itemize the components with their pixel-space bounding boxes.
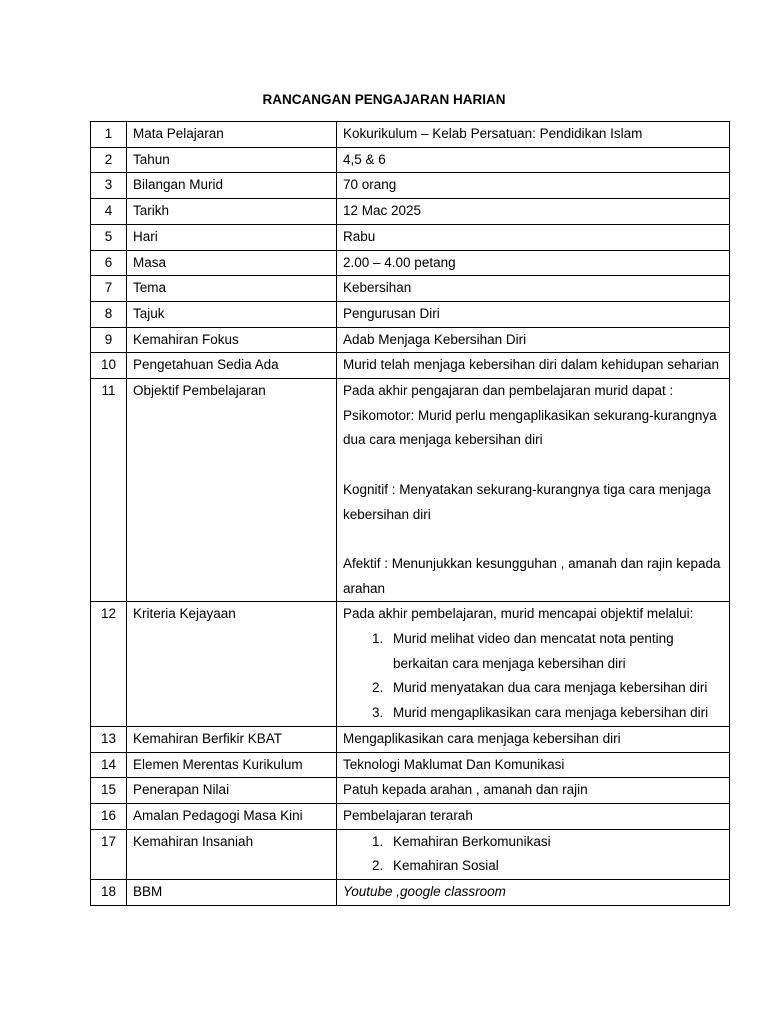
- row-label: Amalan Pedagogi Masa Kini: [127, 803, 337, 829]
- table-row: [91, 147, 730, 173]
- row-label: Masa: [127, 250, 337, 276]
- row-value: Rabu: [337, 224, 730, 250]
- row-value-skills: [337, 829, 730, 879]
- row-label: Bilangan Murid: [127, 173, 337, 199]
- row-number: 12: [91, 602, 127, 727]
- row-number: 2: [91, 147, 127, 173]
- row-number: 7: [91, 276, 127, 302]
- table-row: [91, 173, 730, 199]
- row-label: Tema: [127, 276, 337, 302]
- table-row: [91, 199, 730, 225]
- list-item: 2. Kemahiran Sosial: [387, 854, 723, 879]
- table-row: [91, 752, 730, 778]
- row-value-objectives: [337, 379, 730, 602]
- table-row: [91, 224, 730, 250]
- row-label: Hari: [127, 224, 337, 250]
- row-value-criteria: [337, 602, 730, 727]
- table-row: [91, 880, 730, 906]
- row-label: Pengetahuan Sedia Ada: [127, 353, 337, 379]
- row-number: 6: [91, 250, 127, 276]
- table-row: [91, 803, 730, 829]
- list-item: 2. Murid menyatakan dua cara menjaga kebersihan diri: [387, 676, 723, 701]
- document-title: RANCANGAN PENGAJARAN HARIAN: [262, 92, 506, 107]
- row-label: Kriteria Kejayaan: [127, 602, 337, 727]
- list-item: 1. Kemahiran Berkomunikasi: [387, 830, 723, 855]
- spacer: [343, 527, 723, 552]
- row-value: Pembelajaran terarah: [337, 803, 730, 829]
- row-label: Kemahiran Insaniah: [127, 829, 337, 879]
- row-value: Mengaplikasikan cara menjaga kebersihan diri: [337, 726, 730, 752]
- objective-afektif: Afektif : Menunjukkan kesungguhan , amanah dan rajin kepada arahan: [343, 555, 721, 596]
- row-number: 17: [91, 829, 127, 879]
- lesson-plan-table: [90, 121, 730, 906]
- objective-kognitif: Kognitif : Menyatakan sekurang-kurangnya tiga cara menjaga kebersihan diri: [343, 481, 711, 522]
- row-label: Kemahiran Fokus: [127, 327, 337, 353]
- table-row: [91, 250, 730, 276]
- row-label: Tahun: [127, 147, 337, 173]
- row-number: 11: [91, 379, 127, 602]
- row-label: Elemen Merentas Kurikulum: [127, 752, 337, 778]
- table-row: [91, 379, 730, 602]
- row-value: Adab Menjaga Kebersihan Diri: [337, 327, 730, 353]
- row-number: 15: [91, 778, 127, 804]
- row-label: Penerapan Nilai: [127, 778, 337, 804]
- row-number: 18: [91, 880, 127, 906]
- row-value: 2.00 – 4.00 petang: [337, 250, 730, 276]
- row-number: 3: [91, 173, 127, 199]
- row-value: Kokurikulum – Kelab Persatuan: Pendidikan Islam: [337, 122, 730, 148]
- row-value: Pengurusan Diri: [337, 301, 730, 327]
- list-item: 3. Murid mengaplikasikan cara menjaga kebersihan diri: [387, 701, 723, 726]
- row-number: 5: [91, 224, 127, 250]
- table-row: [91, 327, 730, 353]
- table-row: [91, 301, 730, 327]
- row-value: Kebersihan: [337, 276, 730, 302]
- objective-psikomotor: Psikomotor: Murid perlu mengaplikasikan sekurang-kurangnya dua cara menjaga kebersihan diri: [343, 407, 717, 448]
- row-value: 70 orang: [337, 173, 730, 199]
- row-number: 16: [91, 803, 127, 829]
- row-value: Teknologi Maklumat Dan Komunikasi: [337, 752, 730, 778]
- list-item: 1. Murid melihat video dan mencatat nota penting berkaitan cara menjaga kebersihan diri: [387, 627, 723, 676]
- row-label: Objektif Pembelajaran: [127, 379, 337, 602]
- row-number: 4: [91, 199, 127, 225]
- criteria-intro: Pada akhir pembelajaran, murid mencapai objektif melalui:: [343, 606, 694, 622]
- table-row: [91, 276, 730, 302]
- row-number: 9: [91, 327, 127, 353]
- spacer: [343, 453, 723, 478]
- skills-list: [343, 830, 723, 879]
- row-number: 1: [91, 122, 127, 148]
- row-number: 8: [91, 301, 127, 327]
- row-value: Youtube ,google classroom: [337, 880, 730, 906]
- row-number: 13: [91, 726, 127, 752]
- criteria-list: [343, 627, 723, 726]
- row-value: Murid telah menjaga kebersihan diri dalam kehidupan seharian: [337, 353, 730, 379]
- row-label: Tarikh: [127, 199, 337, 225]
- table-row: [91, 602, 730, 727]
- row-value: 4,5 & 6: [337, 147, 730, 173]
- row-value: Patuh kepada arahan , amanah dan rajin: [337, 778, 730, 804]
- row-number: 10: [91, 353, 127, 379]
- row-label: BBM: [127, 880, 337, 906]
- table-row: [91, 122, 730, 148]
- objectives-intro: Pada akhir pengajaran dan pembelajaran murid dapat :: [343, 383, 674, 399]
- row-value: 12 Mac 2025: [337, 199, 730, 225]
- row-label: Kemahiran Berfikir KBAT: [127, 726, 337, 752]
- row-number: 14: [91, 752, 127, 778]
- table-row: [91, 726, 730, 752]
- row-label: Mata Pelajaran: [127, 122, 337, 148]
- table-row: [91, 829, 730, 879]
- row-label: Tajuk: [127, 301, 337, 327]
- table-row: [91, 353, 730, 379]
- table-row: [91, 778, 730, 804]
